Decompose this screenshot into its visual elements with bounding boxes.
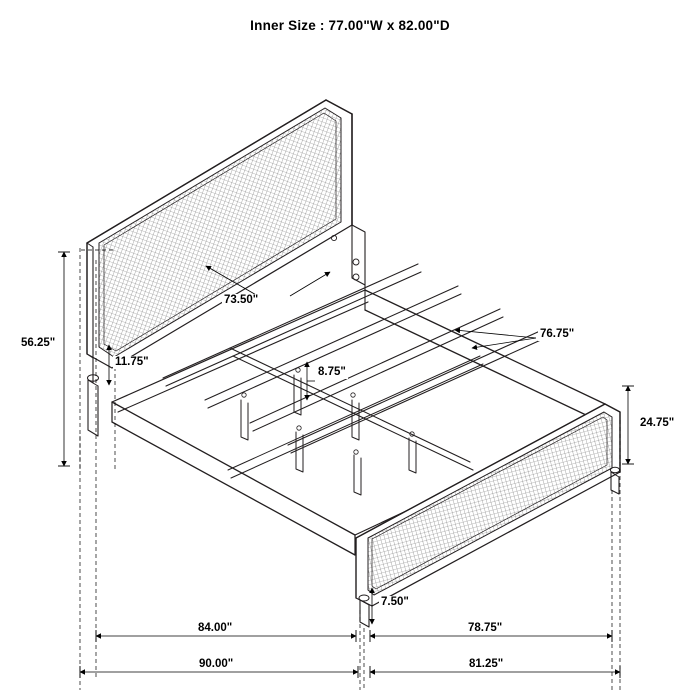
dimension-label-inner-left-depth: 84.00" xyxy=(198,622,233,634)
dimension-label-overall-left-depth: 90.00" xyxy=(199,658,234,670)
page-title: Inner Size : 77.00"W x 82.00"D xyxy=(250,18,450,33)
dimension-label-clearance-height: 7.50" xyxy=(381,596,409,608)
dimension-label-slat-height: 8.75" xyxy=(318,366,346,378)
dimension-label-headboard-height-total: 56.25" xyxy=(21,337,56,349)
dimension-label-inner-right-depth: 78.75" xyxy=(468,622,503,634)
dimension-label-footboard-height: 24.75" xyxy=(640,417,675,429)
dimension-label-rail-length: 76.75" xyxy=(540,328,575,340)
dimension-label-overall-right-depth: 81.25" xyxy=(469,658,504,670)
dimension-label-headboard-width: 73.50" xyxy=(224,294,259,306)
dimension-label-headboard-lower-gap: 11.75" xyxy=(115,356,149,368)
